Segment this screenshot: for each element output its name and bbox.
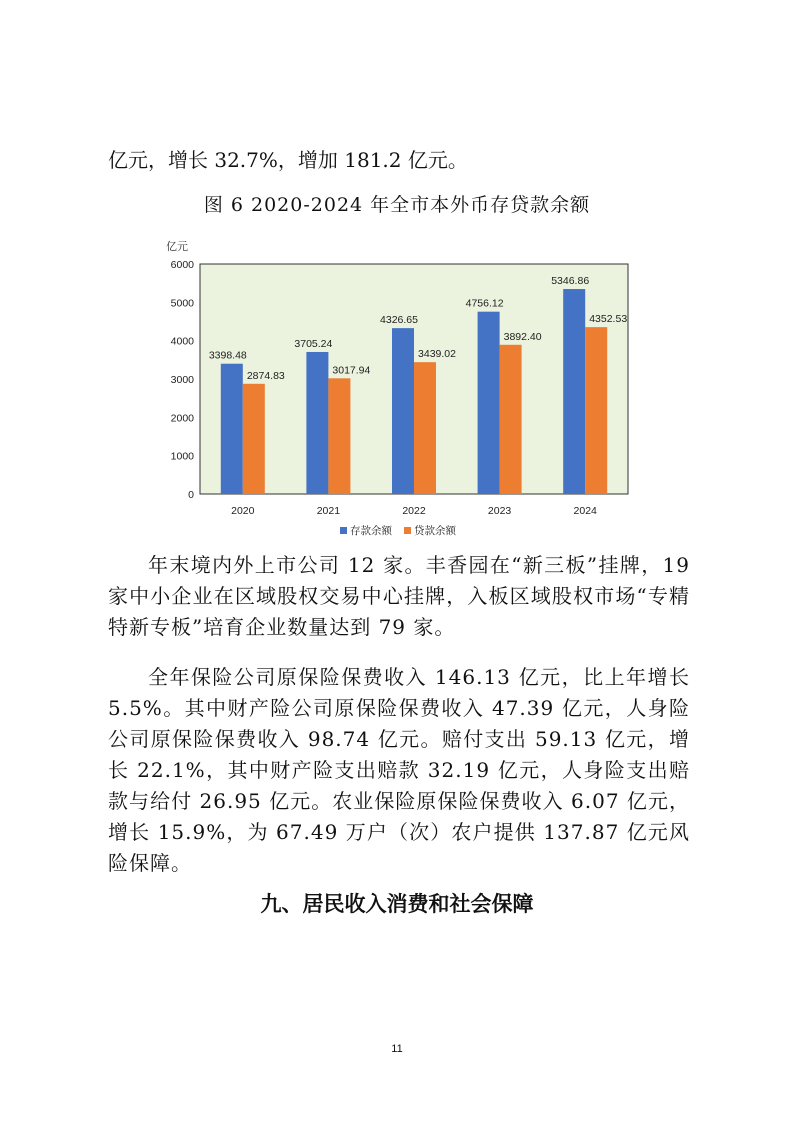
bar-loan — [585, 327, 607, 494]
bar-loan — [500, 345, 522, 494]
y-axis-unit-label: 亿元 — [166, 241, 188, 253]
y-tick-label: 0 — [188, 489, 194, 501]
y-tick-label: 2000 — [170, 412, 194, 425]
bar-loan — [243, 384, 265, 494]
legend-swatch — [340, 527, 347, 534]
y-tick-label: 1000 — [170, 450, 194, 463]
data-label-loan: 4352.53 — [589, 313, 628, 326]
figure-caption: 图 6 2020-2024 年全市本外币存贷款余额 — [203, 194, 591, 216]
bar-deposit — [478, 312, 500, 494]
y-tick-label: 4000 — [170, 335, 194, 348]
legend-label: 存款余额 — [350, 525, 392, 537]
bar-loan — [414, 362, 436, 494]
bar-deposit — [221, 364, 243, 494]
data-label-deposit: 4326.65 — [380, 314, 418, 327]
y-tick-label: 5000 — [170, 297, 194, 310]
paragraph-listed-companies: 年末境内外上市公司 12 家。丰香园在“新三板”挂牌，19 家中小企业在区域股权交易中心挂牌，入板区域股权市场“专精特新专板”培育企业数量达到 79 家。 — [108, 553, 690, 639]
x-tick-label: 2020 — [231, 505, 255, 517]
x-tick-label: 2022 — [402, 505, 426, 517]
y-tick-label: 3000 — [170, 374, 194, 386]
paragraph-insurance: 全年保险公司原保险保费收入 146.13 亿元，比上年增长 5.5%。其中财产险公司原保险保费收入 47.39 亿元，人身险公司原保险保费收入 98.74 亿元。赔付支出 59.13 亿元，增长 22.1%，其中财产险支出赔款 32.19 亿元，人身险支出赔款与给付 26.95 亿元。农业保险原保险保费收入 6.07 亿元，增长 15.9%，为 67.49 万户（次）农户提供 137.87 亿元风险保障。 — [108, 665, 690, 875]
page-number: 11 — [391, 1043, 403, 1055]
bar-deposit — [563, 289, 585, 494]
section-heading: 九、居民收入消费和社会保障 — [260, 892, 534, 916]
data-label-deposit: 4756.12 — [465, 297, 504, 310]
data-label-loan: 3439.02 — [418, 348, 456, 361]
legend-label: 贷款余额 — [414, 525, 456, 537]
x-tick-label: 2023 — [487, 505, 512, 517]
bar-loan — [328, 378, 350, 494]
x-tick-label: 2021 — [316, 505, 341, 517]
data-label-deposit: 5346.86 — [551, 275, 590, 288]
data-label-deposit: 3398.48 — [208, 349, 247, 362]
deposit-loan-bar-chart — [150, 232, 640, 542]
legend-swatch — [404, 527, 411, 534]
y-tick-label: 6000 — [170, 259, 194, 271]
data-label-loan: 3892.40 — [503, 330, 542, 343]
continuation-line: 亿元，增长 32.7%，增加 181.2 亿元。 — [108, 148, 468, 172]
chart-svg — [150, 232, 640, 542]
bar-deposit — [306, 352, 328, 494]
data-label-loan: 3017.94 — [332, 364, 371, 377]
data-label-loan: 2874.83 — [246, 369, 285, 382]
data-label-deposit: 3705.24 — [294, 337, 333, 350]
bar-deposit — [392, 328, 414, 494]
x-tick-label: 2024 — [573, 505, 597, 517]
